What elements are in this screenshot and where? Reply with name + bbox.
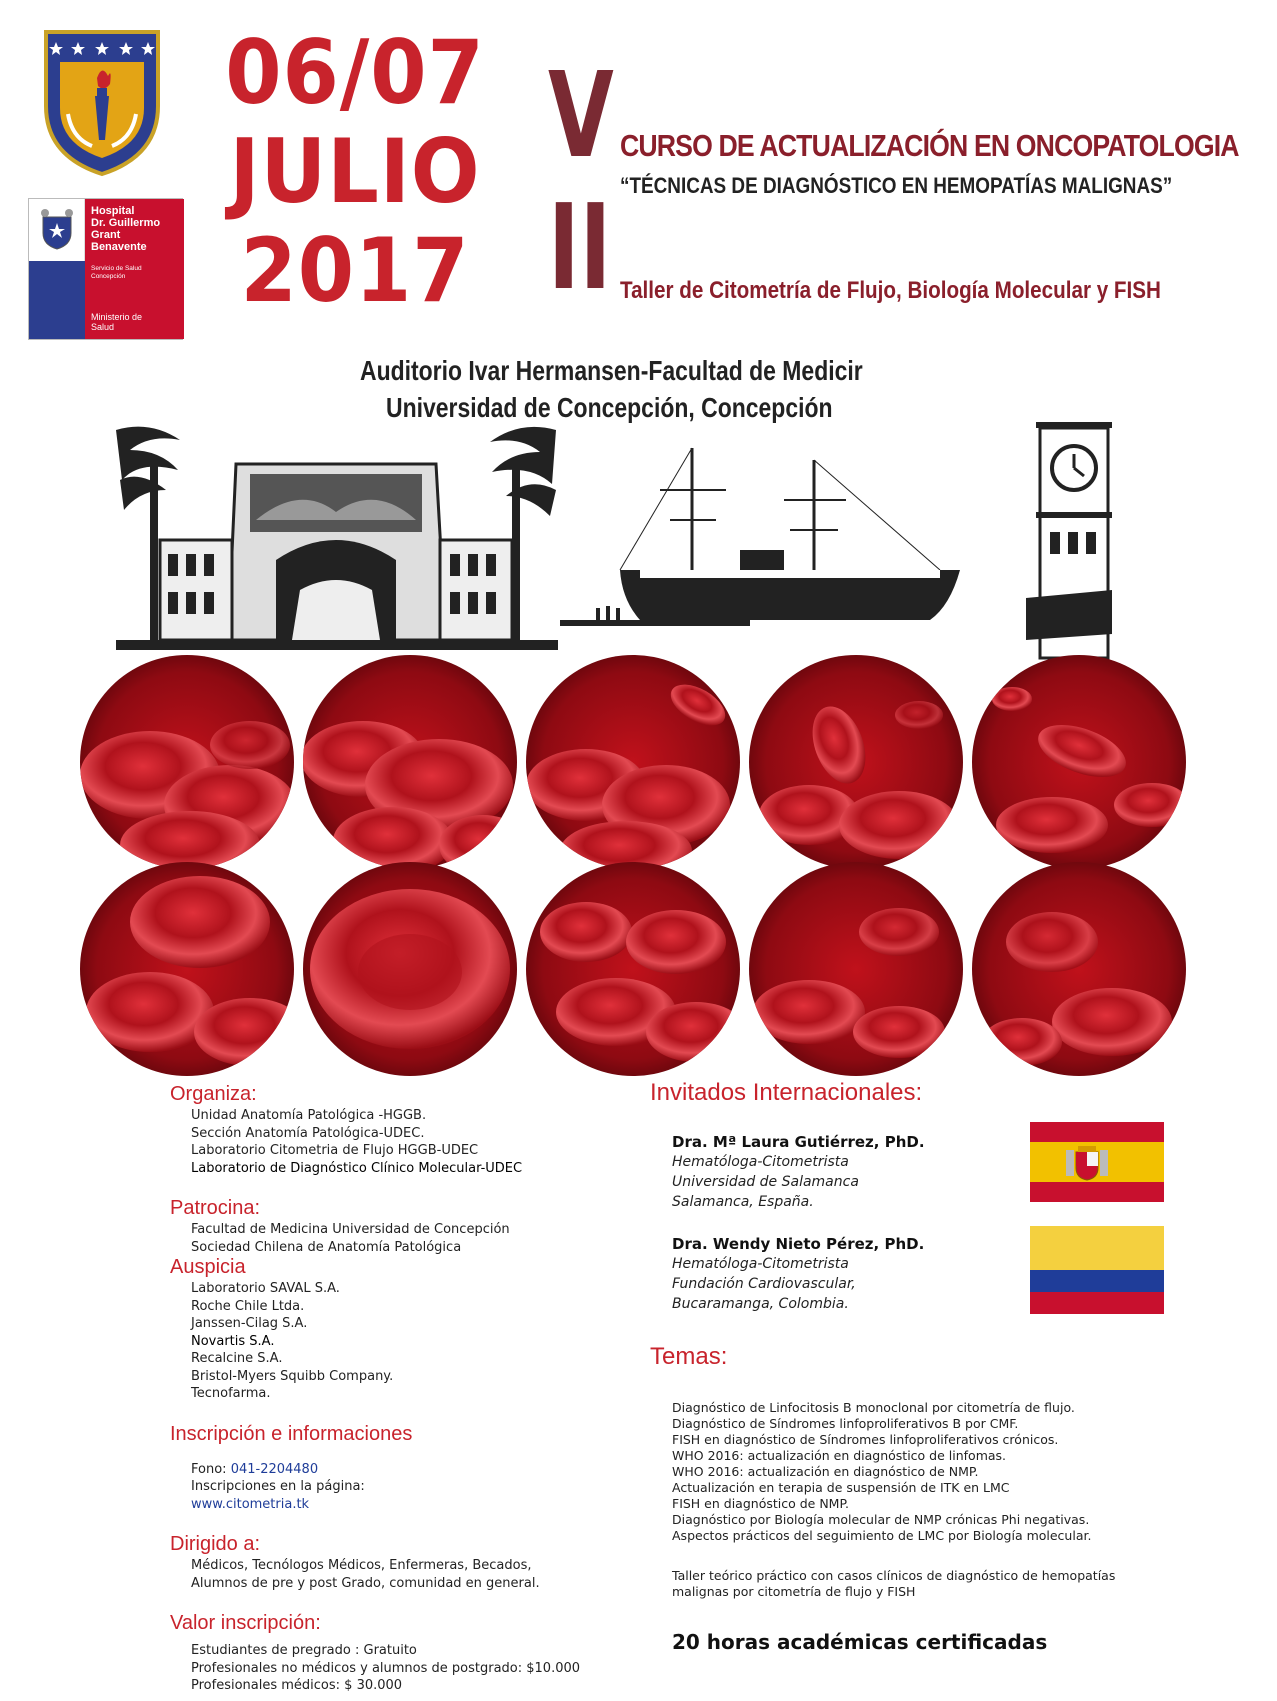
auspicia-title: Auspicia [170, 1256, 246, 1278]
organiza-title: Organiza: [170, 1083, 257, 1105]
workshop-note: malignas por citometría de flujo y FISH [672, 1584, 916, 1599]
dirigido-item: Médicos, Tecnólogos Médicos, Enfermeras, Becados, [191, 1558, 532, 1573]
organiza-item: Laboratorio de Diagnóstico Clínico Molecular-UDEC [191, 1160, 523, 1176]
hospital-logo [28, 198, 183, 340]
workshop-title: Taller de Citometría de Flujo, Biología Molecular y FISH [620, 277, 1161, 304]
patrocina-item: Sociedad Chilena de Anatomía Patológica [191, 1239, 462, 1255]
hospital-name-line: Benavente [91, 241, 147, 253]
guest-detail: Fundación Cardiovascular, [672, 1276, 856, 1292]
auspicia-item: Novartis S.A. [191, 1333, 275, 1349]
phone-line [170, 1461, 690, 1479]
valor-item: Profesionales médicos: $ 30.000 [191, 1678, 403, 1693]
edition-numeral-ii: II [548, 178, 612, 316]
event-date-year: 2017 [240, 219, 470, 322]
spain-flag-icon [1030, 1122, 1164, 1202]
blood-cell-image [972, 862, 1186, 1076]
workshop-note: Taller teórico práctico con casos clínicos de diagnóstico de hemopatías [672, 1568, 1116, 1583]
website-link[interactable]: www.citometria.tk [191, 1496, 310, 1512]
landmarks-illustration [0, 420, 1277, 660]
patrocina-title: Patrocina: [170, 1197, 261, 1219]
guest-name: Dra. Mª Laura Gutiérrez, PhD. [672, 1133, 925, 1151]
blood-cell-image [80, 862, 294, 1076]
organiza-item: Sección Anatomía Patológica-UDEC. [191, 1125, 425, 1141]
valor-title: Valor inscripción: [170, 1612, 321, 1634]
topic-item: WHO 2016: actualización en diagnóstico de NMP. [672, 1464, 979, 1479]
valor-item: Estudiantes de pregrado : Gratuito [191, 1643, 417, 1658]
university-crest-icon [42, 28, 162, 178]
inscripcion-title: Inscripción e informaciones [170, 1422, 413, 1445]
inscripcion-page-label: Inscripciones en la página: [191, 1479, 365, 1494]
phone-number[interactable]: 041-2204480 [230, 1461, 319, 1477]
temas-title: Temas: [650, 1343, 728, 1370]
auspicia-item: Roche Chile Ltda. [191, 1298, 305, 1314]
clock-tower-illustration [1026, 422, 1112, 658]
guest-name: Dra. Wendy Nieto Pérez, PhD. [672, 1235, 925, 1253]
certified-hours: 20 horas académicas certificadas [672, 1630, 1048, 1654]
topic-item: Diagnóstico de Linfocitosis B monoclonal por citometría de flujo. [672, 1400, 1075, 1415]
hospital-name-line: Hospital [91, 205, 135, 217]
ship-illustration [560, 448, 960, 626]
topic-item: Actualización en terapia de suspensión de ITK en LMC [672, 1480, 1010, 1495]
guest-detail: Hematóloga-Citometrista [672, 1256, 849, 1272]
edition-numeral-v: V [548, 46, 614, 184]
phone-label: Fono: [191, 1461, 231, 1477]
blood-cell-image [749, 655, 963, 869]
topic-item: Diagnóstico por Biología molecular de NMP crónicas Phi negativas. [672, 1512, 1090, 1527]
event-date-month: JULIO [229, 120, 481, 223]
auspicia-item: Laboratorio SAVAL S.A. [191, 1281, 340, 1296]
dirigido-item: Alumnos de pre y post Grado, comunidad en general. [191, 1575, 540, 1591]
guest-detail: Salamanca, España. [672, 1194, 814, 1210]
venue-line-1: Auditorio Ivar Hermansen-Facultad de Medicir [360, 355, 863, 386]
course-subtitle: “TÉCNICAS DE DIAGNÓSTICO EN HEMOPATÍAS MALIGNAS” [620, 173, 1173, 198]
colombia-flag-icon [1030, 1226, 1164, 1314]
patrocina-item: Facultad de Medicina Universidad de Concepción [191, 1222, 510, 1237]
topic-item: FISH en diagnóstico de NMP. [672, 1496, 850, 1511]
topic-item: WHO 2016: actualización en diagnóstico de linfomas. [672, 1448, 1007, 1463]
organiza-item: Unidad Anatomía Patológica -HGGB. [191, 1108, 427, 1123]
ministry-line: Ministerio de [91, 312, 143, 322]
guest-detail: Hematóloga-Citometrista [672, 1154, 849, 1170]
course-title: CURSO DE ACTUALIZACIÓN EN ONCOPATOLOGIA [620, 128, 1239, 163]
ministry-line: Salud [91, 322, 115, 332]
blood-cell-image [80, 655, 294, 869]
blood-cell-image [749, 862, 963, 1076]
blood-cell-image [972, 655, 1186, 869]
blood-cell-image [526, 862, 740, 1076]
blood-cell-image [303, 655, 517, 869]
dirigido-title: Dirigido a: [170, 1533, 261, 1555]
hospital-name-line: Grant [91, 229, 121, 241]
topic-item: Diagnóstico de Síndromes linfoproliferativos B por CMF. [672, 1416, 1019, 1431]
university-arch-illustration [116, 424, 558, 650]
guest-detail: Bucaramanga, Colombia. [672, 1296, 849, 1312]
chile-seal-icon [37, 207, 77, 251]
organiza-item: Laboratorio Citometria de Flujo HGGB-UDEC [191, 1143, 479, 1158]
topic-item: FISH en diagnóstico de Síndromes linfoproliferativos crónicos. [672, 1432, 1059, 1447]
auspicia-item: Janssen-Cilag S.A. [191, 1316, 308, 1331]
coat-of-arms-icon [1066, 1146, 1108, 1180]
valor-item: Profesionales no médicos y alumnos de postgrado: $10.000 [191, 1660, 581, 1676]
auspicia-item: Bristol-Myers Squibb Company. [191, 1368, 394, 1384]
guest-detail: Universidad de Salamanca [672, 1174, 859, 1190]
blood-cell-image [303, 862, 517, 1076]
auspicia-item: Tecnofarma. [191, 1386, 271, 1401]
hospital-service-line: Concepción [91, 273, 126, 280]
topic-item: Aspectos prácticos del seguimiento de LMC por Biología molecular. [672, 1528, 1092, 1543]
event-date-day: 06/07 [225, 21, 485, 124]
blood-cell-image [526, 655, 740, 869]
hospital-service-line: Servicio de Salud [91, 265, 142, 272]
venue-line-2: Universidad de Concepción, Concepción [386, 392, 833, 423]
hospital-name-line: Dr. Guillermo [91, 217, 161, 229]
invitados-title: Invitados Internacionales: [650, 1079, 923, 1106]
left-info-column [170, 1083, 690, 1695]
auspicia-item: Recalcine S.A. [191, 1351, 283, 1366]
